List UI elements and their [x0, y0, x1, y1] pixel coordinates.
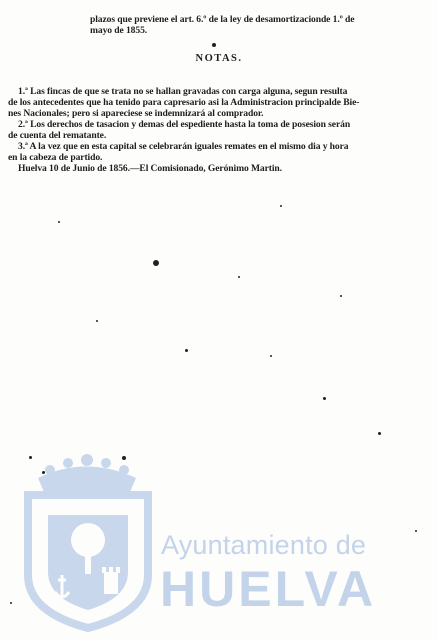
note-1-line-1: 1.ª Las fincas de que se trata no se hallan gravadas con carga alguna, segun resulta: [18, 86, 348, 97]
intro-line-1: plazos que previene el art. 6.º de la ley de desamortizacionde 1.º de: [90, 14, 355, 25]
shield-motto-left: PORTUS MARIS: [38, 536, 44, 582]
ink-speck: [29, 456, 32, 459]
signature-line: Huelva 10 de Junio de 1856.—El Comisionado, Gerónimo Martin.: [18, 163, 282, 174]
ink-speck: [378, 432, 381, 435]
watermark-ayuntamiento: Ayuntamiento de: [161, 530, 367, 560]
ink-speck: [340, 295, 342, 297]
ink-speck: [415, 530, 417, 532]
note-1-line-3: nes Nacionales; pero si apareciese se indemnizará al comprador.: [8, 108, 264, 119]
ink-speck: [58, 221, 60, 223]
note-3-line-1: 3.ª A la vez que en esta capital se celebrarán iguales remates en el mismo dia y hora: [18, 141, 349, 152]
ink-speck: [323, 397, 326, 400]
watermark-huelva: HUELVA: [160, 561, 377, 617]
intro-line-2: mayo de 1855.: [90, 25, 148, 36]
note-2-line-1: 2.ª Los derechos de tasacion y demas del espediente hasta la toma de posesion serán: [18, 119, 351, 130]
note-3-line-2: en la cabeza de partido.: [8, 152, 103, 163]
ink-speck: [153, 260, 159, 266]
ink-speck: [42, 471, 45, 474]
ink-speck: [212, 43, 216, 47]
ink-speck: [270, 355, 272, 357]
note-1-line-2: de los antecedentes que ha tenido para capresario asi la Administracion principalde Bie-: [8, 97, 360, 108]
shield-motto-right: CUSTODIA: [135, 543, 141, 575]
note-2-line-2: de cuenta del rematante.: [8, 130, 107, 141]
notes-heading: NOTAS.: [195, 53, 243, 64]
shield-motto-top: ET TERRA: [64, 502, 103, 509]
ink-speck: [280, 205, 282, 207]
ink-speck: [185, 349, 188, 352]
ink-speck: [122, 456, 126, 460]
ink-speck: [10, 602, 12, 604]
ink-speck: [96, 320, 98, 322]
ink-speck: [238, 276, 240, 278]
